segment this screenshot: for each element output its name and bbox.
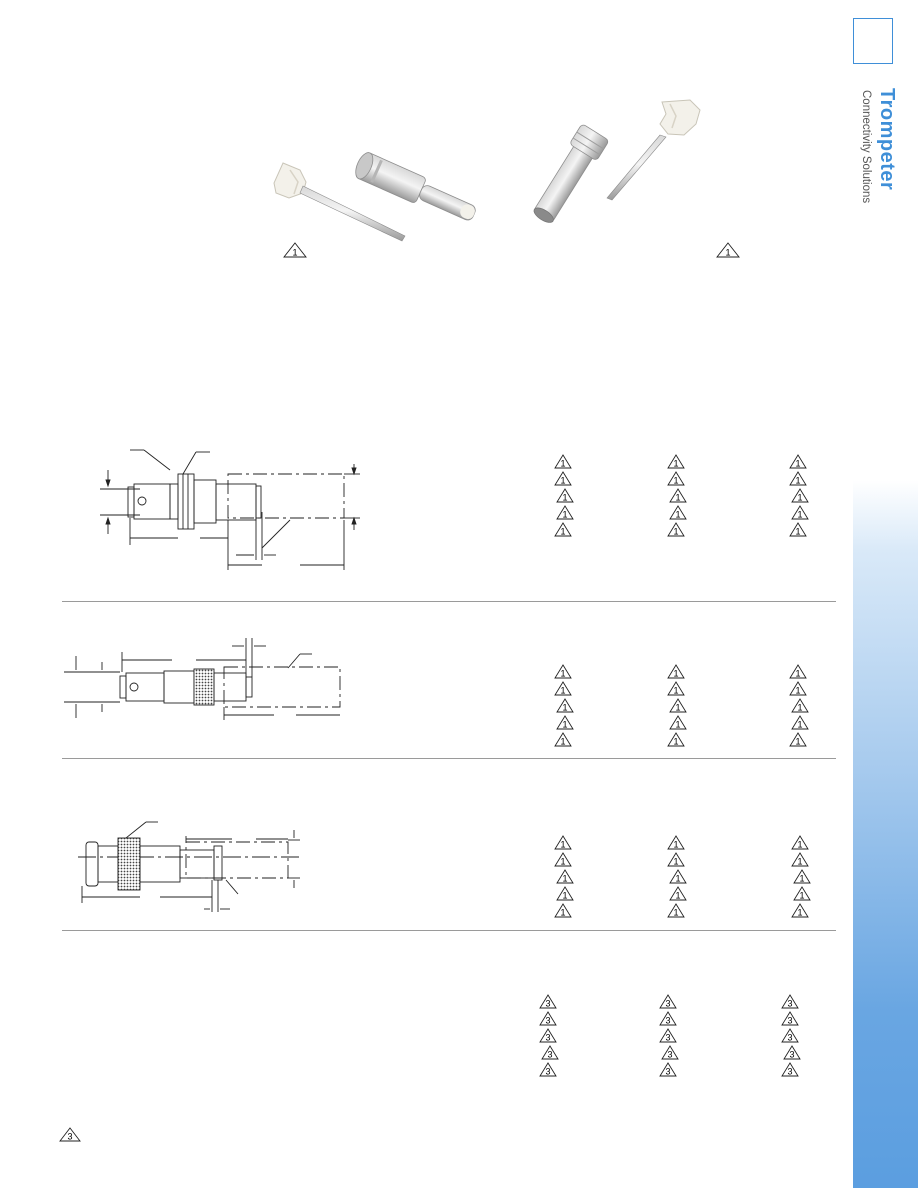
marker-label: 1 xyxy=(560,736,566,747)
marker-label: 1 xyxy=(797,509,803,520)
marker-label: 1 xyxy=(292,247,298,258)
marker-label: 1 xyxy=(562,873,568,884)
marker-label: 1 xyxy=(673,475,679,486)
marker-label: 1 xyxy=(795,526,801,537)
marker-label: 1 xyxy=(675,702,681,713)
marker-label: 3 xyxy=(545,998,551,1009)
marker-label: 1 xyxy=(675,873,681,884)
marker-label: 3 xyxy=(665,998,671,1009)
marker-label: 3 xyxy=(787,998,793,1009)
marker-label: 1 xyxy=(560,475,566,486)
marker-label: 3 xyxy=(665,1032,671,1043)
marker-label: 1 xyxy=(673,856,679,867)
marker-label: 1 xyxy=(797,856,803,867)
marker-label: 1 xyxy=(675,492,681,503)
marker-label: 3 xyxy=(787,1015,793,1026)
marker-label: 1 xyxy=(673,458,679,469)
brand-name: Trompeter xyxy=(876,88,898,191)
marker-label: 3 xyxy=(667,1049,673,1060)
marker-label: 1 xyxy=(675,509,681,520)
marker-label: 3 xyxy=(787,1032,793,1043)
marker-label: 3 xyxy=(545,1015,551,1026)
marker-label: 1 xyxy=(560,907,566,918)
marker-label: 3 xyxy=(789,1049,795,1060)
marker-label: 1 xyxy=(562,702,568,713)
marker-label: 1 xyxy=(562,509,568,520)
marker-label: 1 xyxy=(795,736,801,747)
marker-label: 3 xyxy=(665,1015,671,1026)
marker-label: 1 xyxy=(560,685,566,696)
marker-label: 1 xyxy=(797,907,803,918)
marker-label: 1 xyxy=(797,839,803,850)
marker-label: 1 xyxy=(673,907,679,918)
marker-label: 1 xyxy=(673,685,679,696)
marker-label: 1 xyxy=(795,668,801,679)
marker-label: 3 xyxy=(787,1066,793,1077)
marker-label: 1 xyxy=(562,492,568,503)
marker-label: 1 xyxy=(797,719,803,730)
marker-label: 1 xyxy=(560,668,566,679)
marker-label: 3 xyxy=(545,1032,551,1043)
brand-tagline: Connectivity Solutions xyxy=(860,90,872,204)
marker-label: 1 xyxy=(560,458,566,469)
marker-label: 1 xyxy=(795,458,801,469)
marker-label: 1 xyxy=(673,668,679,679)
marker-label: 1 xyxy=(560,856,566,867)
marker-label: 3 xyxy=(545,1066,551,1077)
marker-label: 3 xyxy=(547,1049,553,1060)
marker-label: 1 xyxy=(673,526,679,537)
marker-label: 1 xyxy=(797,702,803,713)
marker-label: 1 xyxy=(675,719,681,730)
marker-label: 1 xyxy=(799,890,805,901)
marker-label: 1 xyxy=(795,685,801,696)
marker-label: 3 xyxy=(665,1066,671,1077)
marker-label: 1 xyxy=(725,247,731,258)
marker-label: 1 xyxy=(673,839,679,850)
note-marker-icon xyxy=(60,1128,80,1142)
marker-label: 1 xyxy=(675,890,681,901)
marker-label: 1 xyxy=(795,475,801,486)
marker-label: 1 xyxy=(560,839,566,850)
marker-label: 1 xyxy=(562,719,568,730)
note-marker-label: 3 xyxy=(67,1131,73,1142)
marker-label: 1 xyxy=(562,890,568,901)
marker-label: 1 xyxy=(560,526,566,537)
marker-label: 1 xyxy=(799,873,805,884)
marker-label: 1 xyxy=(797,492,803,503)
marker-label: 1 xyxy=(673,736,679,747)
